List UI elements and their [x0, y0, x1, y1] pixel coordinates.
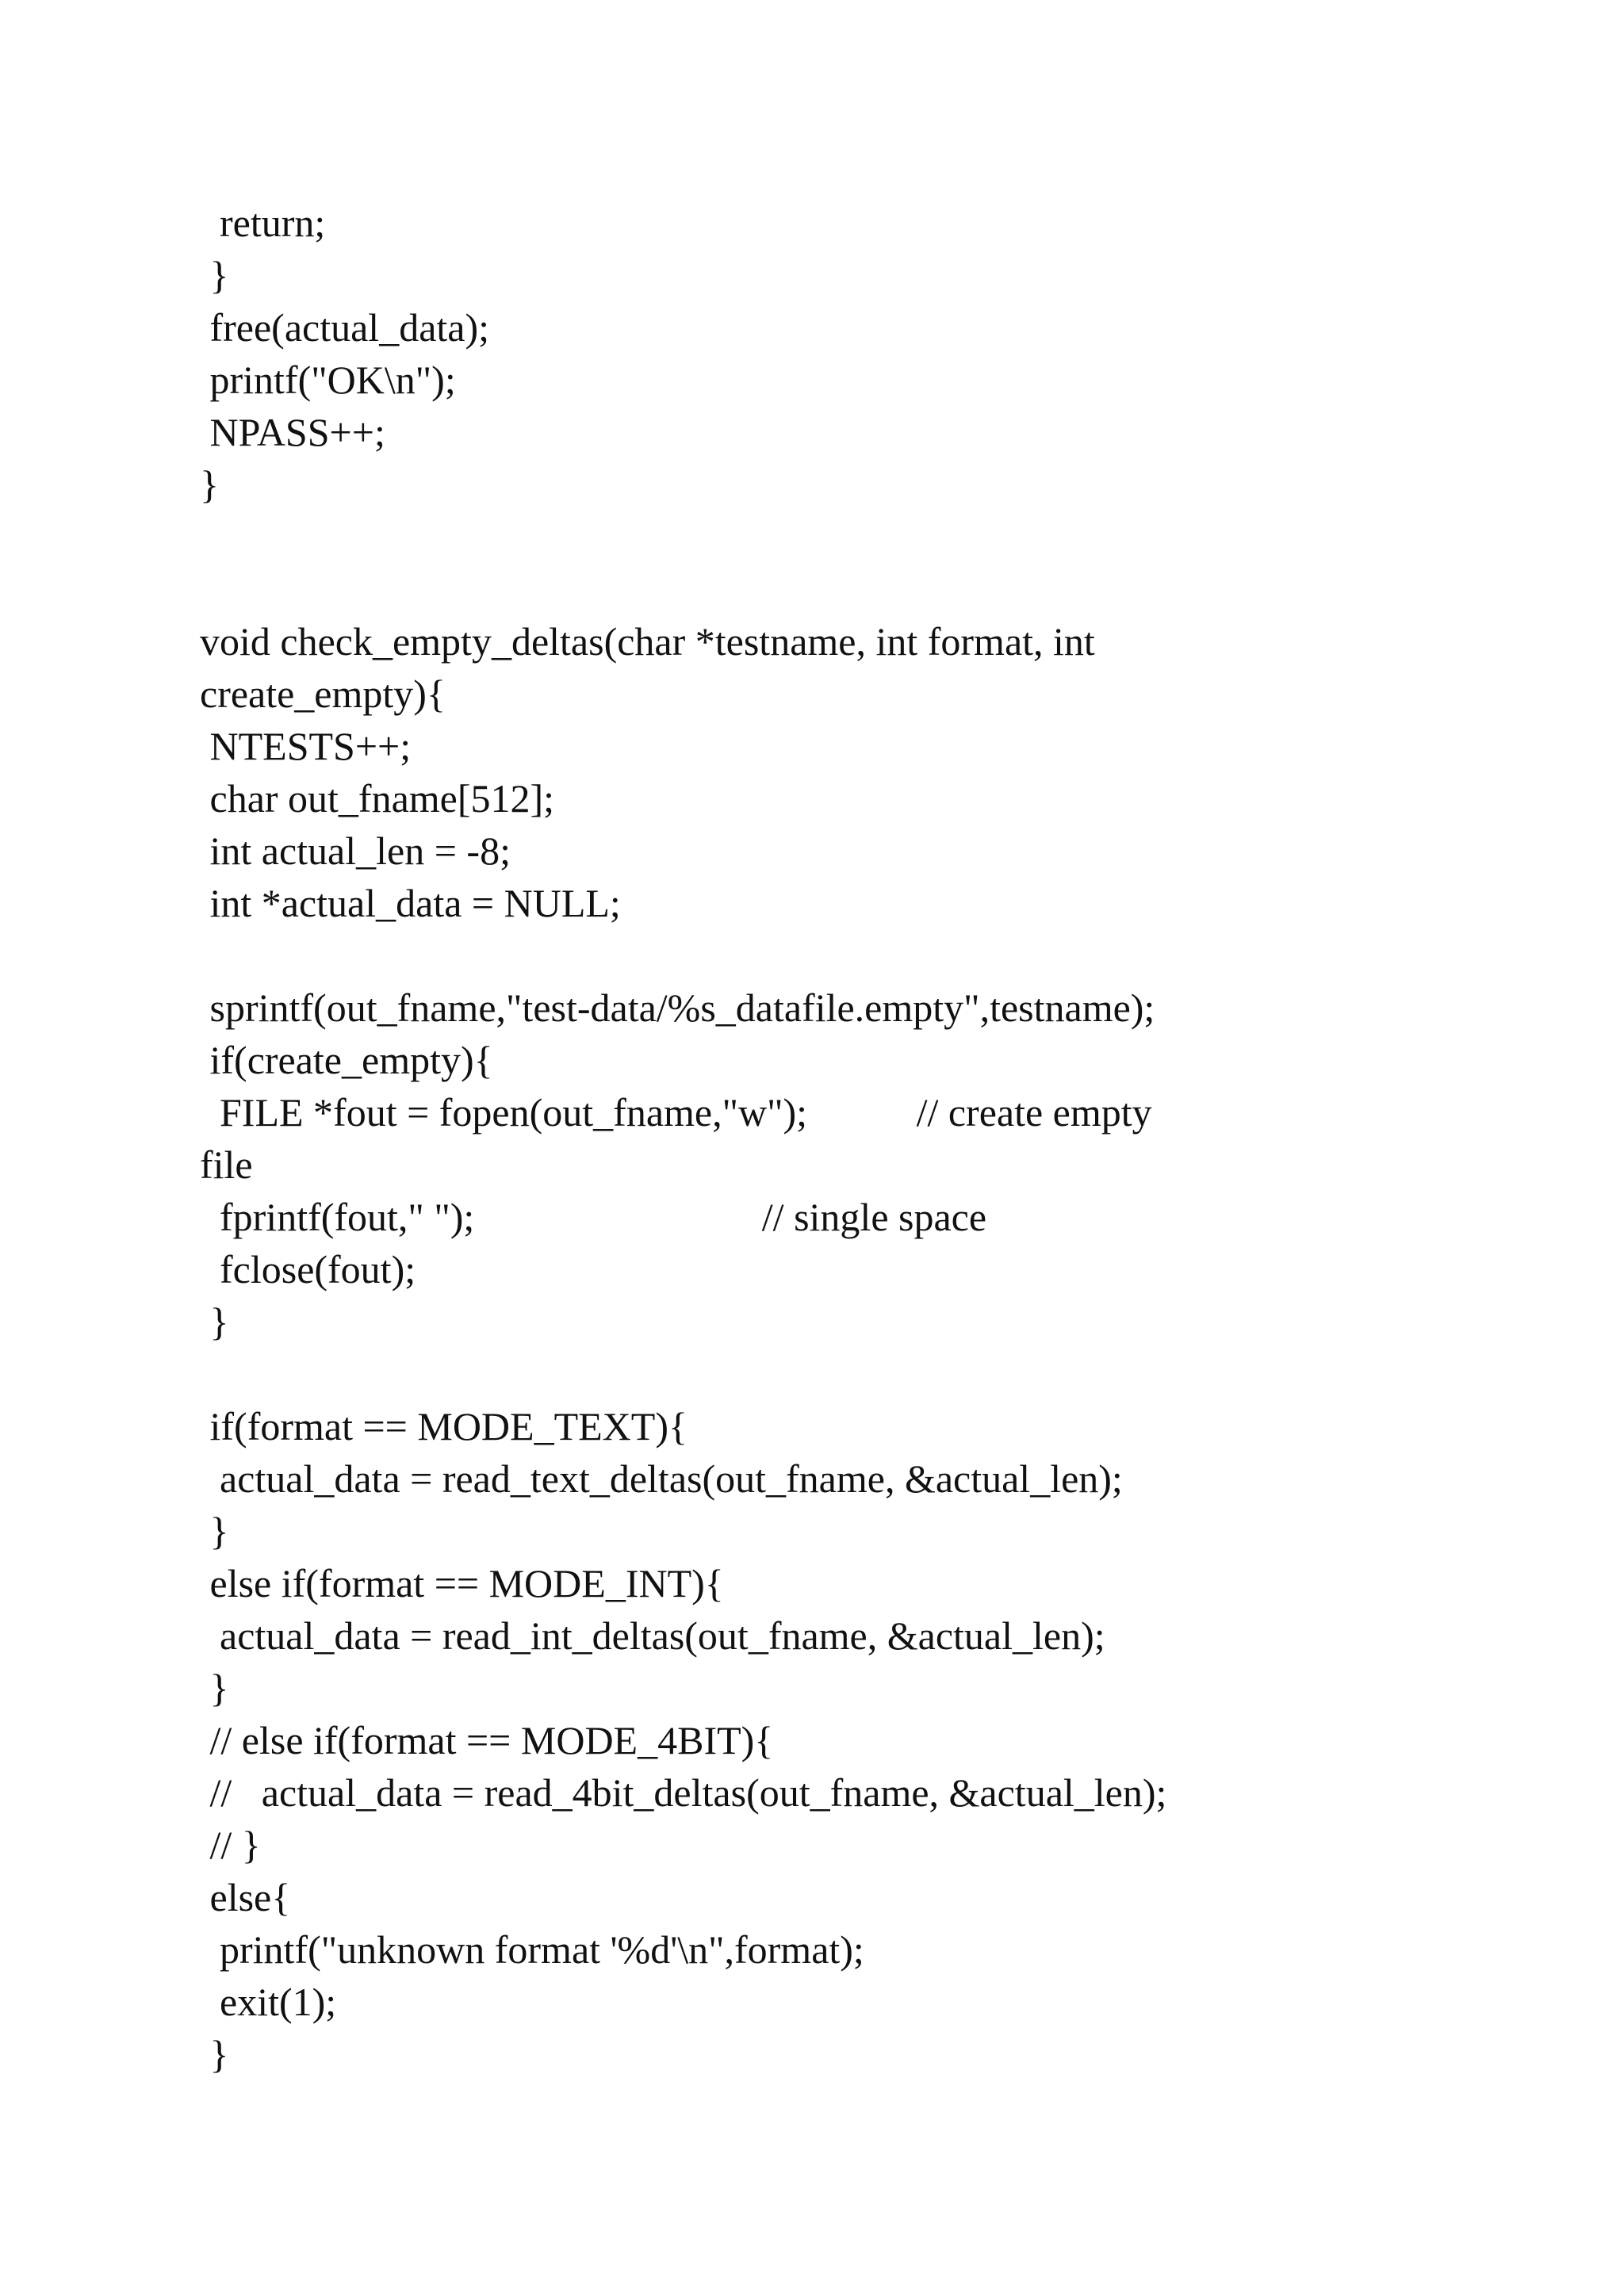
code-line-2: }: [200, 253, 229, 297]
code-line-27: else if(format == MODE_INT){: [200, 1561, 724, 1605]
code-line-35: exit(1);: [200, 1980, 337, 2024]
code-line-34: printf("unknown format '%d'\n",format);: [200, 1927, 864, 1972]
code-line-16: sprintf(out_fname,"test-data/%s_datafile.empty",testname);: [200, 985, 1155, 1030]
code-line-28: actual_data = read_int_deltas(out_fname, &actual_len);: [200, 1613, 1105, 1658]
code-line-15: [200, 929, 1437, 982]
code-line-21: fclose(fout);: [200, 1247, 416, 1292]
code-line-20: fprintf(fout," "); // single space: [200, 1195, 987, 1239]
code-line-14: int *actual_data = NULL;: [200, 881, 621, 925]
code-line-22: }: [200, 1299, 229, 1344]
code-line-36: }: [200, 2032, 229, 2076]
code-listing: [200, 197, 1437, 2080]
code-line-12: char out_fname[512];: [200, 776, 555, 821]
code-line-26: }: [200, 1509, 229, 1553]
code-line-19: file: [200, 1142, 253, 1187]
code-line-9: void check_empty_deltas(char *testname, int format, int: [200, 619, 1095, 664]
code-line-23: [200, 1348, 1437, 1400]
code-line-7: [200, 511, 1437, 563]
code-line-4: printf("OK\n");: [200, 358, 456, 402]
code-line-18: FILE *fout = fopen(out_fname,"w"); // create empty: [200, 1090, 1152, 1135]
code-line-24: if(format == MODE_TEXT){: [200, 1404, 688, 1448]
code-line-8: [200, 563, 1437, 615]
code-line-29: }: [200, 1666, 229, 1710]
code-line-3: free(actual_data);: [200, 305, 490, 350]
code-line-30: // else if(format == MODE_4BIT){: [200, 1718, 774, 1762]
code-line-32: // }: [200, 1823, 261, 1867]
code-line-10: create_empty){: [200, 672, 446, 716]
code-line-6: }: [200, 462, 219, 507]
code-line-17: if(create_empty){: [200, 1038, 493, 1082]
code-line-13: int actual_len = -8;: [200, 828, 511, 873]
code-line-25: actual_data = read_text_deltas(out_fname, &actual_len);: [200, 1456, 1123, 1501]
code-line-11: NTESTS++;: [200, 724, 412, 768]
code-line-31: // actual_data = read_4bit_deltas(out_fname, &actual_len);: [200, 1770, 1167, 1815]
code-line-1: return;: [200, 201, 326, 245]
code-line-33: else{: [200, 1875, 291, 1919]
code-line-5: NPASS++;: [200, 410, 385, 454]
